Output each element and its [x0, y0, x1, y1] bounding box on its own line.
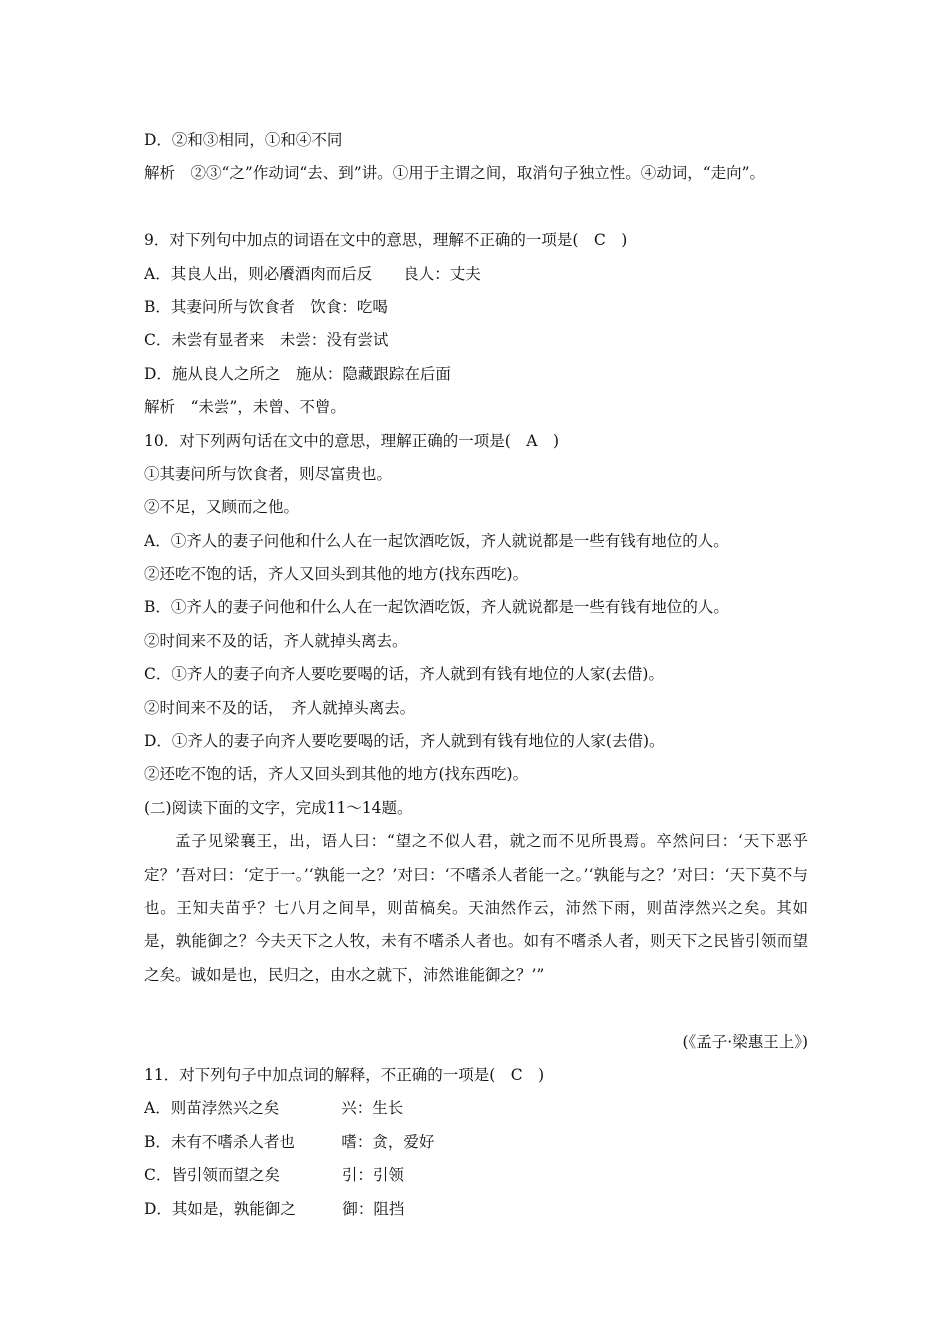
q10-option-a-1: A．①齐人的妻子问他和什么人在一起饮酒吃饭，齐人就说都是一些有钱有地位的人。 — [144, 531, 729, 550]
q10-option-a-2: ②还吃不饱的话，齐人又回头到其他的地方(找东西吃)。 — [144, 565, 529, 584]
q10-option-c-1: C．①齐人的妻子向齐人要吃要喝的话，齐人就到有钱有地位的人家(去借)。 — [144, 665, 664, 684]
q10-sentence-1: ①其妻问所与饮食者，则尽富贵也。 — [144, 464, 393, 483]
q10-option-b-2: ②时间来不及的话，齐人就掉头离去。 — [144, 631, 408, 650]
q9-option-c: C．未尝有显者来 未尝：没有尝试 — [144, 331, 389, 350]
section-2-heading: (二)阅读下面的文字，完成11～14题。 — [144, 798, 413, 817]
q9-option-b: B．其妻问所与饮食者 饮食：吃喝 — [144, 297, 388, 316]
question-9: 9．对下列句中加点的词语在文中的意思，理解不正确的一项是( C ) — [144, 231, 628, 250]
q9-option-d: D．施从良人之所之 施从：隐藏跟踪在后面 — [144, 364, 451, 383]
q11-option-b: B．未有不嗜杀人者也 嗜：贪，爱好 — [144, 1132, 435, 1151]
document-page — [144, 124, 808, 1226]
q10-sentence-2: ②不足，又顾而之他。 — [144, 498, 300, 517]
q10-option-c-2: ②时间来不及的话， 齐人就掉头离去。 — [144, 698, 416, 717]
passage-source: (《孟子·梁惠王上》) — [682, 1032, 808, 1051]
q10-option-d-2: ②还吃不饱的话，齐人又回头到其他的地方(找东西吃)。 — [144, 765, 529, 784]
question-11: 11．对下列句子中加点词的解释，不正确的一项是( C ) — [144, 1066, 545, 1084]
passage-paragraph: 孟子见梁襄王，出，语人曰：“望之不似人君，就之而不见所畏焉。卒然问曰：‘天下恶乎定？’吾对曰：‘定于一。’‘孰能一之？’对曰：‘不嗜杀人者能一之。’‘孰能与之？’对曰：‘天下莫不与也。王知夫苗乎？七八月之间旱，则苗槁矣。天油然作云，沛然下雨，则苗浡然兴之矣。其如是，孰能御之？今夫天下之人牧，未有不嗜杀人者也。如有不嗜杀人者，则天下之民皆引领而望之矣。诚如是也，民归之，由水之就下，沛然谁能御之？’” — [144, 832, 808, 984]
q9-analysis: 解析 “未尝”，未曾、不曾。 — [144, 398, 346, 417]
analysis-paragraph: 解析 ②③“之”作动词“去、到”讲。①用于主谓之间，取消句子独立性。④动词，“走向”。 — [144, 164, 766, 183]
question-10: 10．对下列两句话在文中的意思，理解正确的一项是( A ) — [144, 431, 560, 450]
q11-option-c: C．皆引领而望之矣 引：引领 — [144, 1166, 404, 1185]
q11-option-a: A．则苗浡然兴之矣 兴：生长 — [144, 1099, 404, 1118]
option-d-line: D．②和③相同，①和④不同 — [144, 131, 343, 149]
q9-option-a: A．其良人出，则必餍酒肉而后反 良人：丈夫 — [144, 264, 481, 283]
q11-option-d: D．其如是，孰能御之 御：阻挡 — [144, 1199, 405, 1218]
q10-option-d-1: D．①齐人的妻子向齐人要吃要喝的话，齐人就到有钱有地位的人家(去借)。 — [144, 732, 665, 751]
q10-option-b-1: B．①齐人的妻子问他和什么人在一起饮酒吃饭，齐人就说都是一些有钱有地位的人。 — [144, 598, 729, 617]
